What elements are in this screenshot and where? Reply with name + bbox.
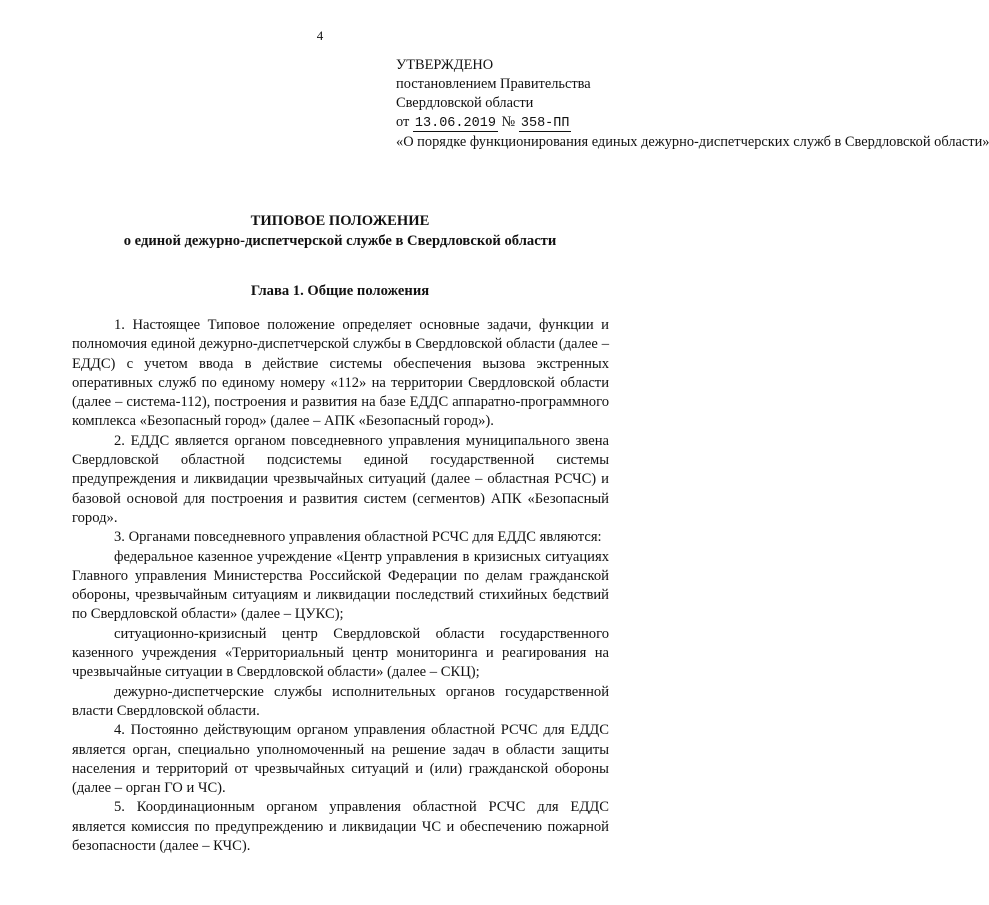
- approval-line-2: Свердловской области: [396, 95, 534, 111]
- paragraph-4: 4. Постоянно действующим органом управления областной РСЧС для ЕДДС является орган, специально уполномоченный на решение задач в области защиты населения и территорий от чрезвычайных ситуаций и (или) гражданской обороны (далее – орган ГО и ЧС).: [72, 722, 609, 797]
- paragraph-1: 1. Настоящее Типовое положение определяет основные задачи, функции и полномочия единой дежурно-диспетчерской службы в Свердловской области (далее – ЕДДС) с учетом ввода в действие системы обеспечения вызова экстренных оперативных служб по единому номеру «112» на территории Свердловской области (далее – система-112), построения и развития на базе ЕДДС аппаратно-программного комплекса «Безопасный город» (далее – АПК «Безопасный город»).: [72, 317, 609, 430]
- approval-number: 358-ПП: [520, 116, 570, 131]
- approval-stamp-block: [396, 56, 989, 152]
- title-line-1: ТИПОВОЕ ПОЛОЖЕНИЕ: [250, 213, 430, 229]
- number-prefix: №: [501, 114, 516, 130]
- chapter-heading: Глава 1. Общие положения: [250, 283, 430, 299]
- paragraph-3-item-1: федеральное казенное учреждение «Центр управления в кризисных ситуациях Главного управления Министерства Российской Федерации по делам гражданской обороны, чрезвычайным ситуациям и ликвидации последствий стихийных бедствий по Свердловской области» (далее – ЦУКС);: [72, 548, 609, 623]
- paragraph-2: 2. ЕДДС является органом повседневного управления муниципального звена Свердловской областной подсистемы единой государственной системы предупреждения и ликвидации чрезвычайных ситуаций (далее – областная РСЧС) и базовой основой для построения и развития систем (сегментов) АПК «Безопасный город».: [72, 432, 609, 526]
- approval-date-line: [396, 113, 610, 133]
- document-body: [72, 316, 609, 856]
- document-title: [70, 211, 610, 251]
- paragraph-5: 5. Координационным органом управления областной РСЧС для ЕДДС является комиссия по предупреждению и ликвидации ЧС и обеспечению пожарной безопасности (далее – КЧС).: [72, 799, 609, 855]
- paragraph-3: 3. Органами повседневного управления областной РСЧС для ЕДДС являются:: [114, 529, 602, 546]
- date-prefix: от: [396, 114, 410, 130]
- title-line-2: о единой дежурно-диспетчерской службе в Свердловской области: [123, 233, 557, 249]
- paragraph-3-item-2: ситуационно-кризисный центр Свердловской области государственного казенного учреждения «Территориальный центр мониторинга и реагирования на чрезвычайные ситуации в Свердловской области» (далее – СКЦ);: [72, 625, 609, 681]
- approval-date: 13.06.2019: [414, 116, 496, 131]
- approval-line-1: постановлением Правительства: [396, 76, 591, 92]
- paragraph-3-item-3: дежурно-диспетчерские службы исполнительных органов государственной власти Свердловской области.: [72, 683, 609, 719]
- approval-quote: «О порядке функционирования единых дежурно-диспетчерских служб в Свердловской области»: [396, 134, 989, 150]
- approval-heading: УТВЕРЖДЕНО: [396, 57, 494, 73]
- page-number: 4: [316, 28, 324, 43]
